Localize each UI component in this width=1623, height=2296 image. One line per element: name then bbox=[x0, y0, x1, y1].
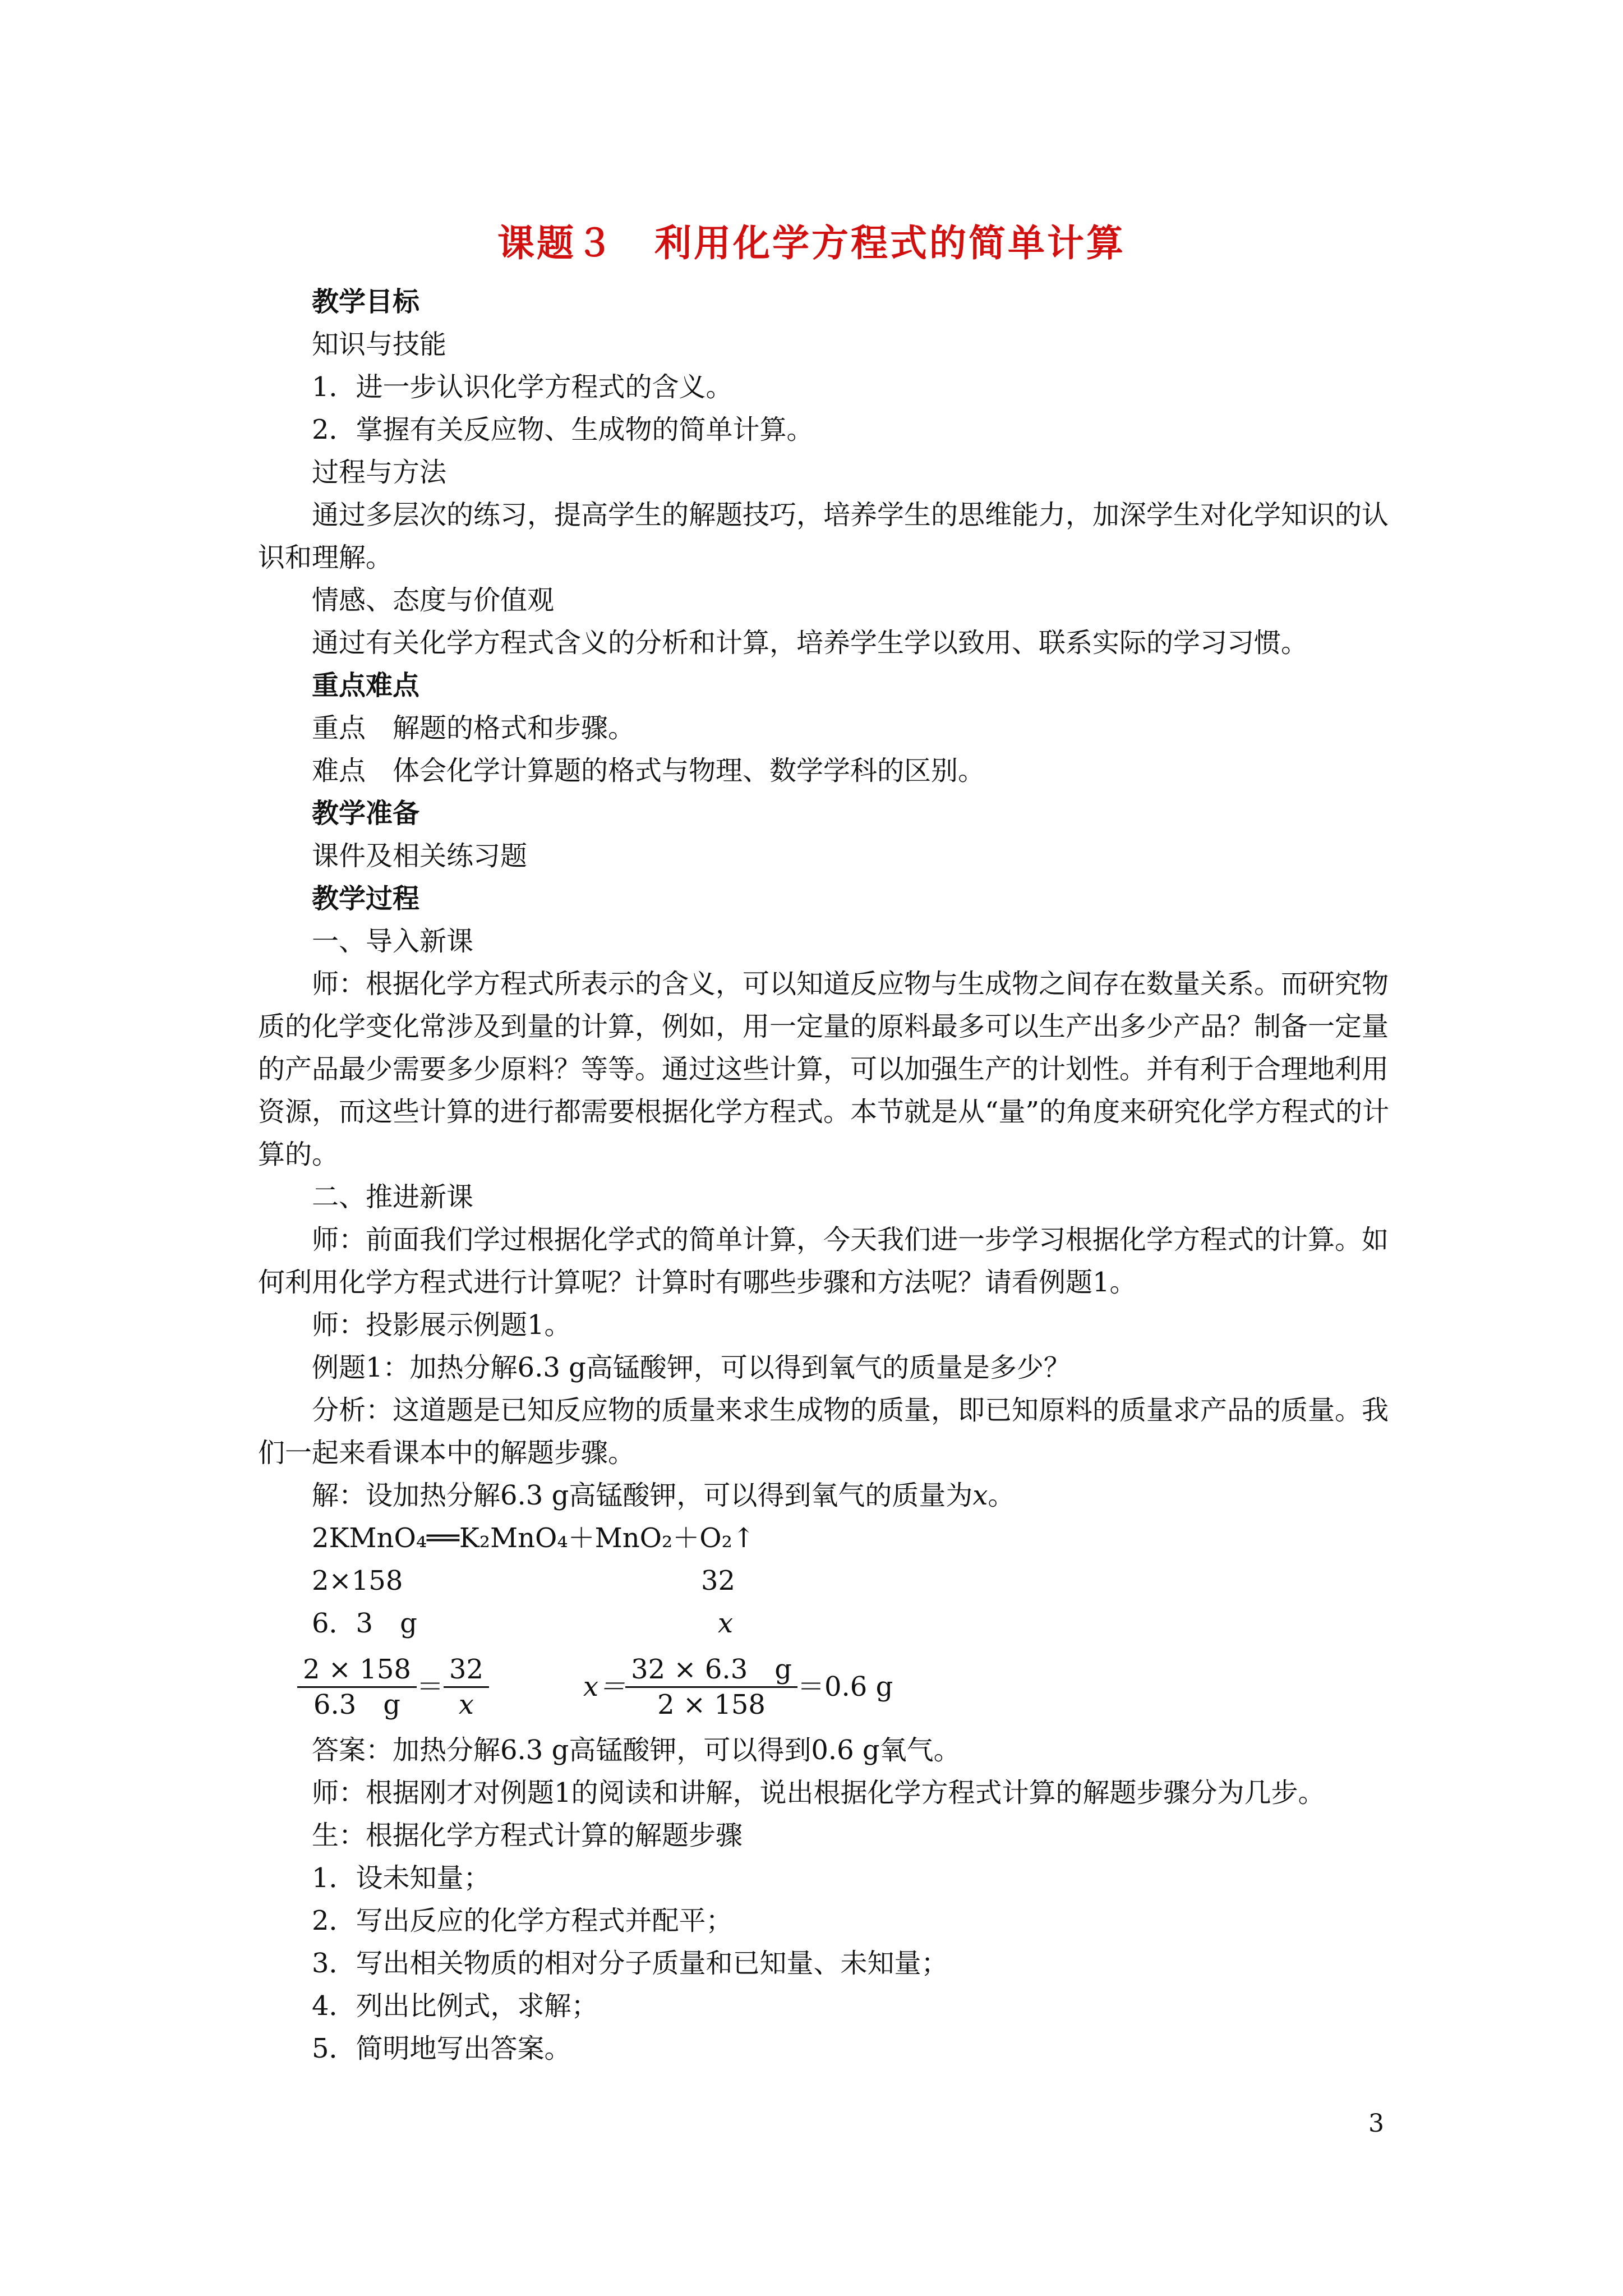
prep-heading: 教学准备 bbox=[312, 798, 420, 829]
solution-variable: x bbox=[972, 1480, 988, 1511]
ratio-right-fraction bbox=[444, 1653, 489, 1722]
show-example: 师：投影展示例题1。 bbox=[312, 1309, 571, 1341]
ratio-right-numerator: 32 bbox=[444, 1653, 489, 1688]
new-text: 师：前面我们学过根据化学式的简单计算，今天我们进一步学习根据化学方程式的计算。如何利用化学方程式进行计算呢？计算时有哪些步骤和方法呢？请看例题1。 bbox=[258, 1224, 1389, 1298]
ratio-left-fraction bbox=[297, 1653, 417, 1722]
mass-row bbox=[258, 1559, 1402, 1602]
knowledge-item-1: 1．进一步认识化学方程式的含义。 bbox=[312, 371, 733, 403]
attitude-text: 通过有关化学方程式含义的分析和计算，培养学生学以致用、联系实际的学习习惯。 bbox=[312, 627, 1308, 659]
x-label: x＝ bbox=[583, 1671, 626, 1703]
ratio-left-numerator: 2 × 158 bbox=[297, 1653, 417, 1688]
analysis-text: 分析：这道题是已知反应物的质量来求生成物的质量，即已知原料的质量求产品的质量。我们一起来看课本中的解题步骤。 bbox=[258, 1395, 1389, 1469]
key-point: 重点 解题的格式和步骤。 bbox=[312, 712, 635, 744]
calc-numerator: 32 × 6.3 g bbox=[625, 1653, 797, 1688]
given-right: x bbox=[718, 1608, 734, 1639]
key-heading: 重点难点 bbox=[312, 670, 420, 701]
document-body bbox=[258, 280, 1402, 2070]
intro-heading: 一、导入新课 bbox=[312, 926, 474, 957]
solution-end: 。 bbox=[988, 1480, 1015, 1511]
knowledge-item-2: 2．掌握有关反应物、生成物的简单计算。 bbox=[312, 414, 814, 445]
ratio-equals: ＝ bbox=[416, 1671, 444, 1703]
prep-text: 课件及相关练习题 bbox=[312, 840, 528, 872]
attitude-heading: 情感、态度与价值观 bbox=[312, 585, 555, 616]
calc-result: ＝0.6 g bbox=[797, 1671, 893, 1703]
calc-denominator: 2 × 158 bbox=[657, 1688, 766, 1720]
given-row bbox=[258, 1602, 1402, 1645]
example-1: 例题1：加热分解6.3 g高锰酸钾，可以得到氧气的质量是多少？ bbox=[312, 1352, 1071, 1383]
intro-text: 师：根据化学方程式所表示的含义，可以知道反应物与生成物之间存在数量关系。而研究物质的化学变化常涉及到量的计算，例如，用一定量的原料最多可以生产出多少产品？制备一定量的产品最少需要多少原料？等等。通过这些计算，可以加强生产的计划性。并有利于合理地利用资源，而这些计算的进行都需要根据化学方程式。本节就是从“量”的角度来研究化学方程式的计算的。 bbox=[258, 968, 1390, 1170]
answer-text: 答案：加热分解6.3 g高锰酸钾，可以得到0.6 g氧气。 bbox=[312, 1734, 961, 1766]
teacher-question: 师：根据刚才对例题1的阅读和讲解，说出根据化学方程式计算的解题步骤分为几步。 bbox=[312, 1777, 1325, 1809]
process-text: 通过多层次的练习，提高学生的解题技巧，培养学生的思维能力，加深学生对化学知识的认识和理解。 bbox=[258, 499, 1389, 573]
new-heading: 二、推进新课 bbox=[312, 1181, 474, 1213]
step-2: 2．写出反应的化学方程式并配平； bbox=[312, 1905, 733, 1936]
page-title: 课题３ 利用化学方程式的简单计算 bbox=[497, 221, 1126, 265]
step-1: 1．设未知量； bbox=[312, 1862, 491, 1894]
ratio-row bbox=[258, 1645, 1402, 1729]
step-5: 5．简明地写出答案。 bbox=[312, 2033, 571, 2064]
knowledge-heading: 知识与技能 bbox=[312, 329, 447, 360]
objectives-heading: 教学目标 bbox=[312, 286, 420, 318]
process-heading: 过程与方法 bbox=[312, 457, 447, 488]
solution-lead: 解：设加热分解6.3 g高锰酸钾，可以得到氧气的质量为 bbox=[312, 1480, 973, 1511]
mass-left: 2×158 bbox=[312, 1565, 403, 1596]
ratio-right-denominator: x bbox=[458, 1688, 474, 1720]
ratio-left-denominator: 6.3 g bbox=[313, 1688, 400, 1720]
calc-fraction bbox=[625, 1653, 797, 1722]
page-number: 3 bbox=[1368, 2109, 1384, 2138]
teaching-process-heading: 教学过程 bbox=[312, 883, 420, 914]
mass-right: 32 bbox=[701, 1565, 736, 1596]
difficulty: 难点 体会化学计算题的格式与物理、数学学科的区别。 bbox=[312, 755, 985, 786]
student-answer: 生：根据化学方程式计算的解题步骤 bbox=[312, 1820, 743, 1851]
given-left: 6．3 g bbox=[312, 1608, 417, 1639]
step-3: 3．写出相关物质的相对分子质量和已知量、未知量； bbox=[312, 1948, 948, 1979]
reaction-equation: 2KMnO₄══K₂MnO₄＋MnO₂＋O₂↑ bbox=[312, 1522, 755, 1554]
step-4: 4．列出比例式，求解； bbox=[312, 1990, 598, 2022]
solution-text bbox=[258, 1474, 1402, 1517]
